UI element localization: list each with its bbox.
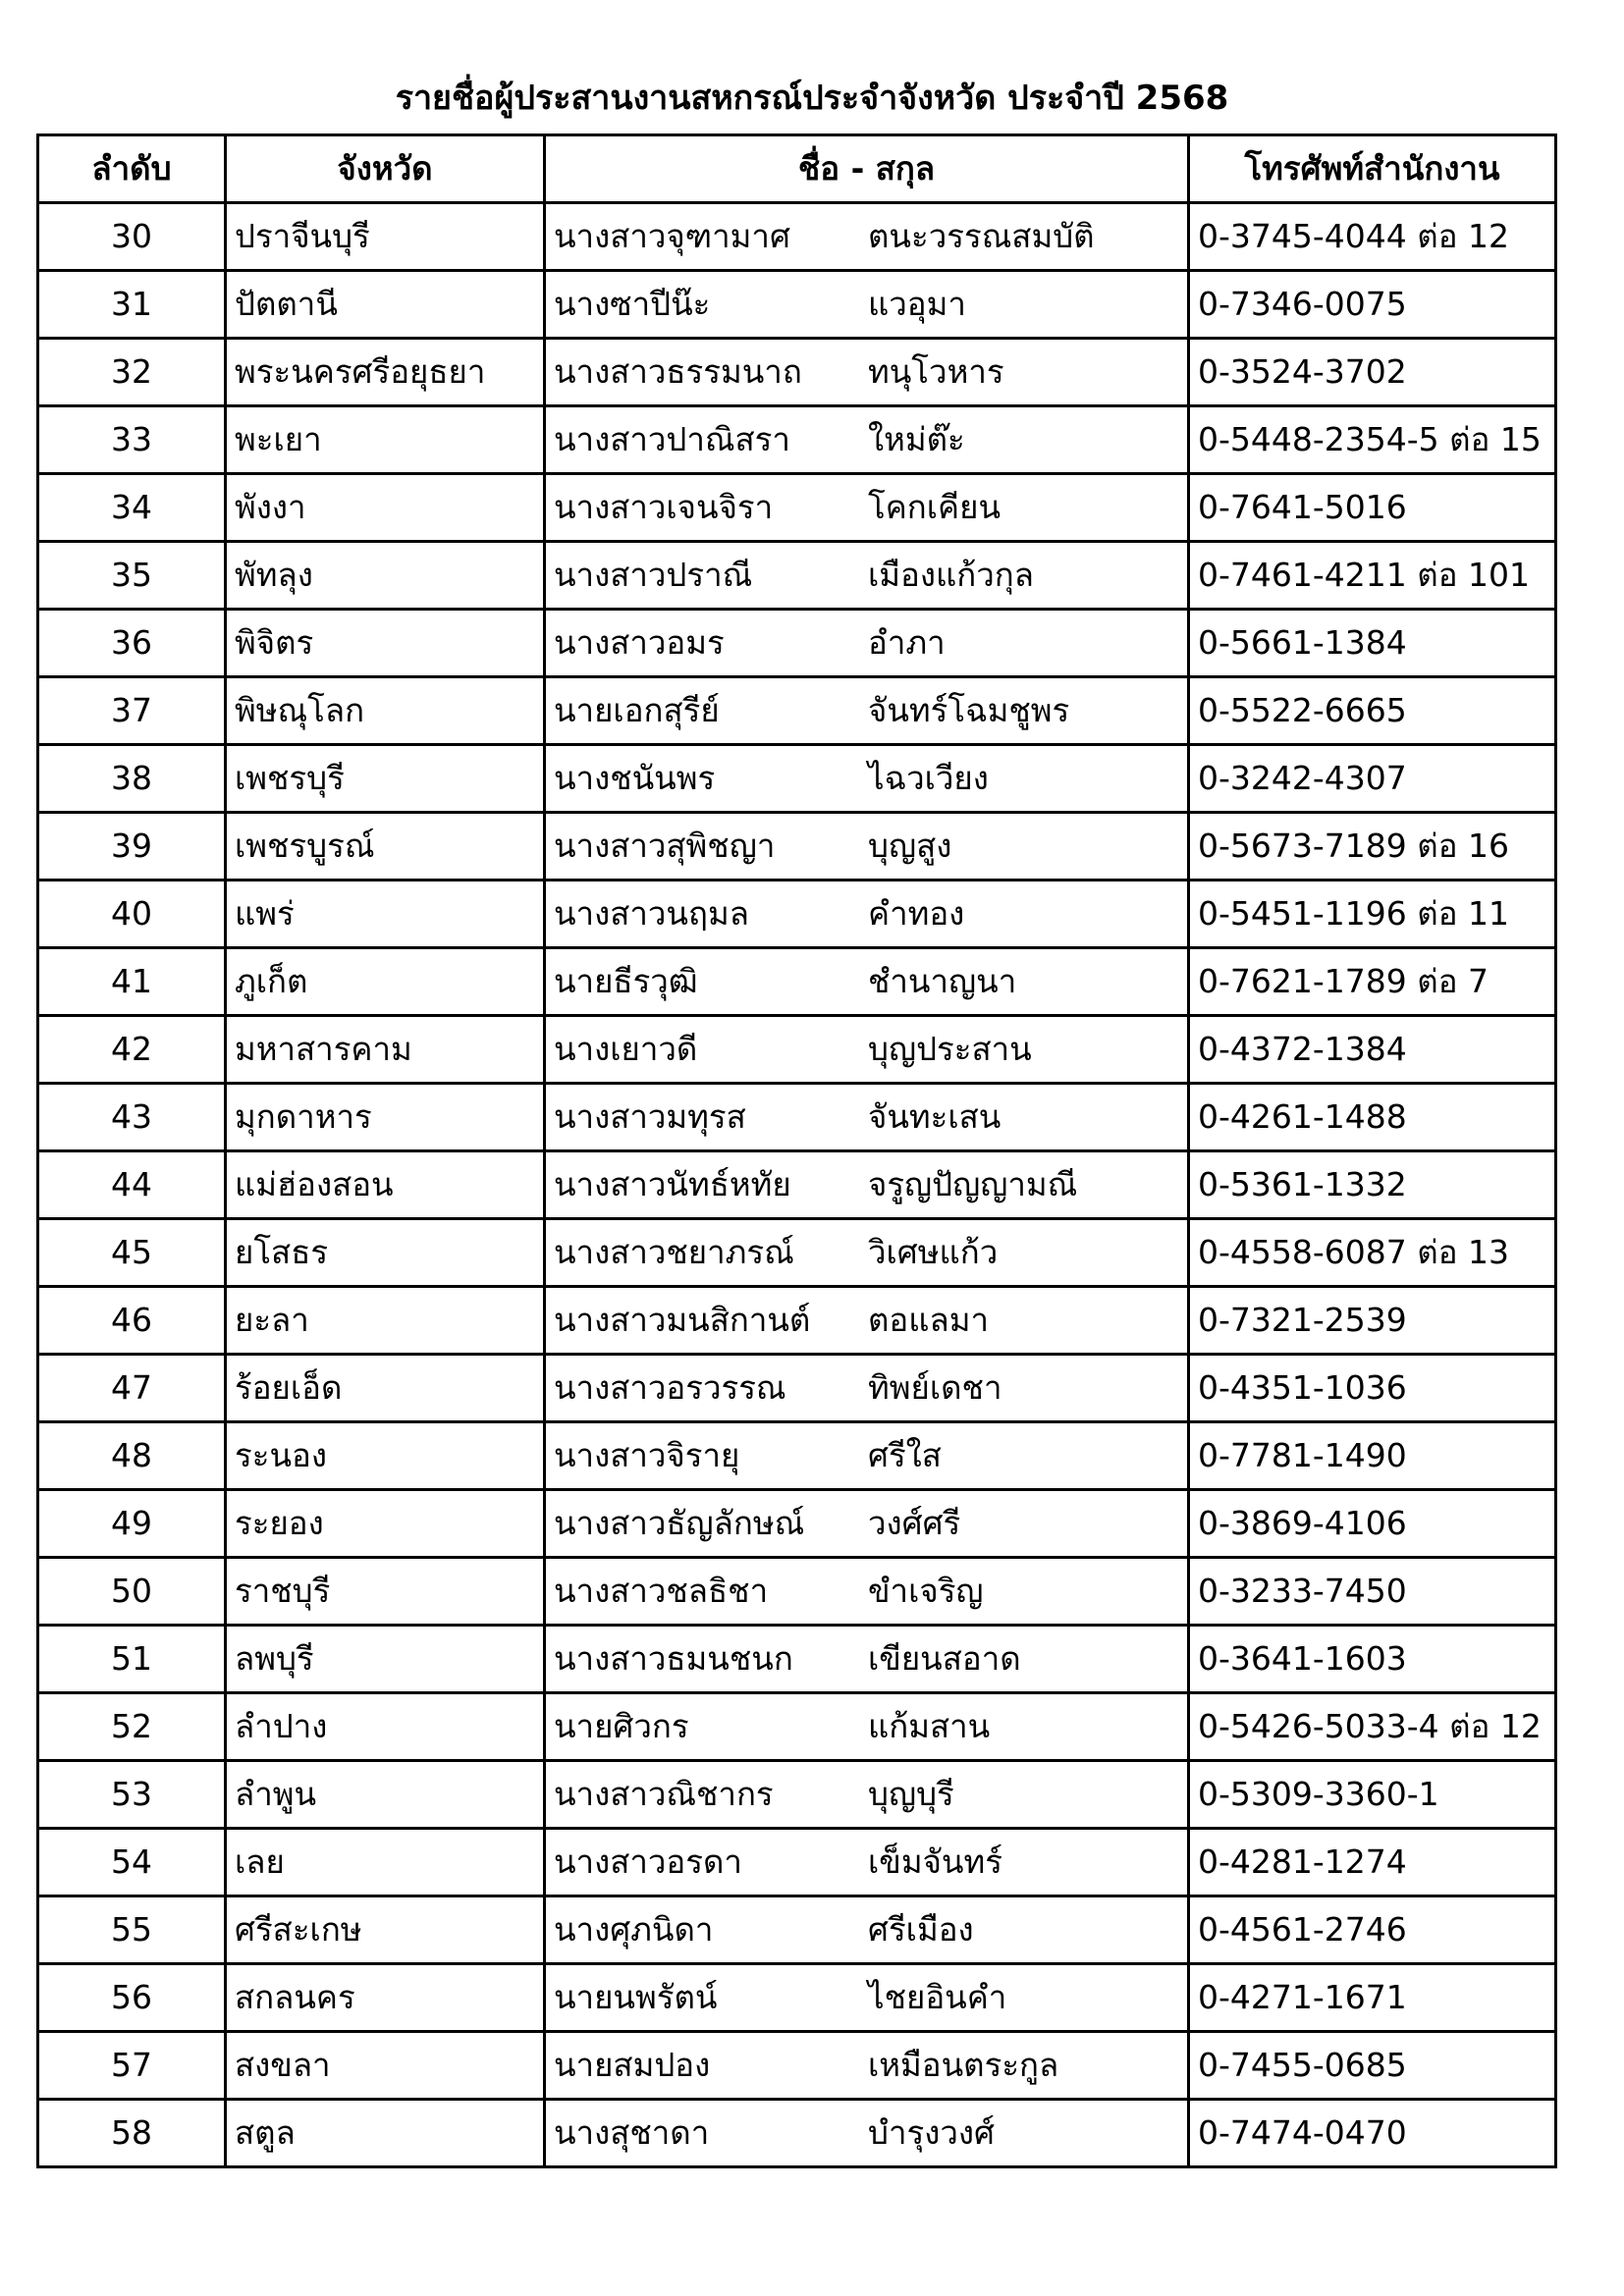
row-number: 37 xyxy=(38,677,226,745)
surname: อำภา xyxy=(868,623,946,662)
surname: ตอแลมา xyxy=(868,1301,990,1339)
given-name: นางสาวธมนชนก xyxy=(554,1639,793,1678)
phone-cell: 0-4261-1488 xyxy=(1189,1084,1556,1151)
table-row xyxy=(38,1016,1556,1084)
given-name: นางสาวชยาภรณ์ xyxy=(554,1233,794,1271)
table-row xyxy=(38,1558,1556,1626)
surname: ชำนาญนา xyxy=(868,962,1017,1000)
given-name: นางสาวนฤมล xyxy=(554,894,749,933)
province-cell: สตูล xyxy=(226,2100,545,2167)
row-number: 34 xyxy=(38,474,226,542)
province-cell: ลำปาง xyxy=(226,1693,545,1761)
table-row xyxy=(38,948,1556,1016)
table-row xyxy=(38,271,1556,339)
row-number: 50 xyxy=(38,1558,226,1626)
surname: วิเศษแก้ว xyxy=(868,1233,999,1271)
table-row xyxy=(38,339,1556,406)
name-cell xyxy=(545,1219,1189,1287)
given-name: นางศุภนิดา xyxy=(554,1910,714,1949)
surname: เขียนสอาด xyxy=(868,1639,1021,1678)
name-cell xyxy=(545,881,1189,948)
phone-cell: 0-7641-5016 xyxy=(1189,474,1556,542)
surname: บุญบุรี xyxy=(868,1775,954,1813)
name-cell xyxy=(545,339,1189,406)
name-cell xyxy=(545,542,1189,610)
table-row xyxy=(38,1761,1556,1829)
given-name: นางสาวปาณิสรา xyxy=(554,420,790,458)
name-cell xyxy=(545,1964,1189,2032)
phone-cell: 0-4372-1384 xyxy=(1189,1016,1556,1084)
province-cell: เลย xyxy=(226,1829,545,1896)
name-cell xyxy=(545,1558,1189,1626)
row-number: 52 xyxy=(38,1693,226,1761)
table-row xyxy=(38,1896,1556,1964)
table-row xyxy=(38,610,1556,677)
province-cell: มุกดาหาร xyxy=(226,1084,545,1151)
name-cell xyxy=(545,1761,1189,1829)
surname: ทนุโวหาร xyxy=(868,352,1004,391)
given-name: นางสาวจุฑามาศ xyxy=(554,217,790,255)
phone-cell: 0-7781-1490 xyxy=(1189,1422,1556,1490)
phone-cell: 0-7455-0685 xyxy=(1189,2032,1556,2100)
phone-cell: 0-7461-4211 ต่อ 101 xyxy=(1189,542,1556,610)
row-number: 43 xyxy=(38,1084,226,1151)
row-number: 51 xyxy=(38,1626,226,1693)
name-cell xyxy=(545,1490,1189,1558)
name-cell xyxy=(545,1896,1189,1964)
table-row xyxy=(38,1084,1556,1151)
table-row xyxy=(38,1422,1556,1490)
phone-cell: 0-5451-1196 ต่อ 11 xyxy=(1189,881,1556,948)
phone-cell: 0-5661-1384 xyxy=(1189,610,1556,677)
phone-cell: 0-5673-7189 ต่อ 16 xyxy=(1189,813,1556,881)
province-cell: ปราจีนบุรี xyxy=(226,203,545,271)
table-row xyxy=(38,1355,1556,1422)
row-number: 35 xyxy=(38,542,226,610)
name-cell xyxy=(545,1626,1189,1693)
phone-cell: 0-3745-4044 ต่อ 12 xyxy=(1189,203,1556,271)
given-name: นางซาปีน๊ะ xyxy=(554,285,711,323)
phone-cell: 0-3524-3702 xyxy=(1189,339,1556,406)
row-number: 53 xyxy=(38,1761,226,1829)
row-number: 58 xyxy=(38,2100,226,2167)
surname: ใหม่ต๊ะ xyxy=(868,420,965,458)
given-name: นายศิวกร xyxy=(554,1707,689,1745)
surname: วงศ์ศรี xyxy=(868,1504,961,1542)
province-cell: ร้อยเอ็ด xyxy=(226,1355,545,1422)
province-cell: สงขลา xyxy=(226,2032,545,2100)
province-cell: ยะลา xyxy=(226,1287,545,1355)
phone-cell: 0-7346-0075 xyxy=(1189,271,1556,339)
phone-cell: 0-3242-4307 xyxy=(1189,745,1556,813)
phone-cell: 0-5522-6665 xyxy=(1189,677,1556,745)
row-number: 55 xyxy=(38,1896,226,1964)
row-number: 42 xyxy=(38,1016,226,1084)
phone-cell: 0-4281-1274 xyxy=(1189,1829,1556,1896)
province-cell: พะเยา xyxy=(226,406,545,474)
name-cell xyxy=(545,1287,1189,1355)
name-cell xyxy=(545,1151,1189,1219)
given-name: นางสาวสุพิชญา xyxy=(554,827,776,865)
province-cell: เพชรบุรี xyxy=(226,745,545,813)
name-cell xyxy=(545,677,1189,745)
row-number: 54 xyxy=(38,1829,226,1896)
surname: บำรุงวงศ์ xyxy=(868,2113,995,2152)
row-number: 32 xyxy=(38,339,226,406)
surname: ตนะวรรณสมบัติ xyxy=(868,217,1095,255)
row-number: 48 xyxy=(38,1422,226,1490)
surname: เหมือนตระกูล xyxy=(868,2046,1059,2084)
phone-cell: 0-5309-3360-1 xyxy=(1189,1761,1556,1829)
row-number: 36 xyxy=(38,610,226,677)
table-row xyxy=(38,2100,1556,2167)
phone-cell: 0-5361-1332 xyxy=(1189,1151,1556,1219)
row-number: 45 xyxy=(38,1219,226,1287)
province-cell: มหาสารคาม xyxy=(226,1016,545,1084)
phone-cell: 0-4558-6087 ต่อ 13 xyxy=(1189,1219,1556,1287)
surname: บุญประสาน xyxy=(868,1030,1032,1068)
name-cell xyxy=(545,203,1189,271)
name-cell xyxy=(545,1016,1189,1084)
province-cell: พัทลุง xyxy=(226,542,545,610)
province-cell: ราชบุรี xyxy=(226,1558,545,1626)
phone-cell: 0-7321-2539 xyxy=(1189,1287,1556,1355)
phone-cell: 0-4351-1036 xyxy=(1189,1355,1556,1422)
table-row xyxy=(38,1219,1556,1287)
given-name: นายเอกสุรีย์ xyxy=(554,691,720,729)
name-cell xyxy=(545,1084,1189,1151)
province-cell: พิษณุโลก xyxy=(226,677,545,745)
given-name: นางสาวมทุรส xyxy=(554,1097,746,1136)
name-cell xyxy=(545,745,1189,813)
page-title: รายชื่อผู้ประสานงานสหกรณ์ประจำจังหวัด ประจำปี 2568 xyxy=(395,79,1229,118)
surname: แวอุมา xyxy=(868,285,966,323)
table-row xyxy=(38,2032,1556,2100)
table-row xyxy=(38,203,1556,271)
surname: ไฉวเวียง xyxy=(868,759,989,797)
phone-cell: 0-5448-2354-5 ต่อ 15 xyxy=(1189,406,1556,474)
name-cell xyxy=(545,271,1189,339)
province-cell: แพร่ xyxy=(226,881,545,948)
phone-cell: 0-3869-4106 xyxy=(1189,1490,1556,1558)
name-cell xyxy=(545,610,1189,677)
province-cell: พิจิตร xyxy=(226,610,545,677)
province-cell: ศรีสะเกษ xyxy=(226,1896,545,1964)
surname: ขำเจริญ xyxy=(868,1572,984,1610)
table-body xyxy=(38,203,1556,2167)
surname: ศรีใส xyxy=(868,1436,942,1474)
table-row xyxy=(38,1829,1556,1896)
surname: บุญสูง xyxy=(868,827,952,865)
table-row xyxy=(38,474,1556,542)
name-cell xyxy=(545,2032,1189,2100)
surname: ศรีเมือง xyxy=(868,1910,974,1949)
table-row xyxy=(38,1626,1556,1693)
name-cell xyxy=(545,813,1189,881)
given-name: นายนพรัตน์ xyxy=(554,1978,718,2016)
given-name: นางสุชาดา xyxy=(554,2113,710,2152)
row-number: 47 xyxy=(38,1355,226,1422)
header-phone: โทรศัพท์สำนักงาน xyxy=(1189,135,1556,203)
row-number: 49 xyxy=(38,1490,226,1558)
name-cell xyxy=(545,1422,1189,1490)
given-name: นางสาวนัทธ์หทัย xyxy=(554,1165,791,1203)
surname: โคกเคียน xyxy=(868,488,1001,526)
surname: เมืองแก้วกุล xyxy=(868,556,1034,594)
table-row xyxy=(38,1490,1556,1558)
header-no: ลำดับ xyxy=(38,135,226,203)
phone-cell: 0-7621-1789 ต่อ 7 xyxy=(1189,948,1556,1016)
row-number: 44 xyxy=(38,1151,226,1219)
given-name: นางสาวจิรายุ xyxy=(554,1436,740,1474)
phone-cell: 0-4561-2746 xyxy=(1189,1896,1556,1964)
phone-cell: 0-4271-1671 xyxy=(1189,1964,1556,2032)
coordinator-table xyxy=(36,133,1557,2168)
name-cell xyxy=(545,1693,1189,1761)
given-name: นางสาวชลธิชา xyxy=(554,1572,769,1610)
table-row xyxy=(38,1693,1556,1761)
province-cell: แม่ฮ่องสอน xyxy=(226,1151,545,1219)
province-cell: สกลนคร xyxy=(226,1964,545,2032)
row-number: 39 xyxy=(38,813,226,881)
province-cell: ลพบุรี xyxy=(226,1626,545,1693)
table-row xyxy=(38,1151,1556,1219)
surname: จันทร์โฉมชูพร xyxy=(868,691,1070,729)
row-number: 38 xyxy=(38,745,226,813)
given-name: นางเยาวดี xyxy=(554,1030,698,1068)
given-name: นางสาวเจนจิรา xyxy=(554,488,774,526)
table-row xyxy=(38,1964,1556,2032)
name-cell xyxy=(545,474,1189,542)
surname: แก้มสาน xyxy=(868,1707,991,1745)
name-cell xyxy=(545,948,1189,1016)
table-row xyxy=(38,677,1556,745)
phone-cell: 0-5426-5033-4 ต่อ 12 xyxy=(1189,1693,1556,1761)
surname: ทิพย์เดชา xyxy=(868,1368,1002,1407)
surname: เข็มจันทร์ xyxy=(868,1842,1002,1881)
table-row xyxy=(38,745,1556,813)
phone-cell: 0-3233-7450 xyxy=(1189,1558,1556,1626)
given-name: นางชนันพร xyxy=(554,759,716,797)
province-cell: ภูเก็ต xyxy=(226,948,545,1016)
given-name: นางสาวอรดา xyxy=(554,1842,742,1881)
given-name: นางสาวอมร xyxy=(554,623,725,662)
phone-cell: 0-7474-0470 xyxy=(1189,2100,1556,2167)
row-number: 57 xyxy=(38,2032,226,2100)
row-number: 31 xyxy=(38,271,226,339)
province-cell: พังงา xyxy=(226,474,545,542)
phone-cell: 0-3641-1603 xyxy=(1189,1626,1556,1693)
given-name: นายธีรวุฒิ xyxy=(554,962,698,1000)
table-header-row xyxy=(38,135,1556,203)
table-row xyxy=(38,406,1556,474)
name-cell xyxy=(545,406,1189,474)
table-row xyxy=(38,881,1556,948)
row-number: 56 xyxy=(38,1964,226,2032)
province-cell: ระนอง xyxy=(226,1422,545,1490)
given-name: นายสมปอง xyxy=(554,2046,711,2084)
province-cell: เพชรบูรณ์ xyxy=(226,813,545,881)
province-cell: พระนครศรีอยุธยา xyxy=(226,339,545,406)
given-name: นางสาวปราณี xyxy=(554,556,753,594)
surname: จันทะเสน xyxy=(868,1097,1001,1136)
given-name: นางสาวมนสิกานต์ xyxy=(554,1301,811,1339)
province-cell: ลำพูน xyxy=(226,1761,545,1829)
row-number: 41 xyxy=(38,948,226,1016)
province-cell: ปัตตานี xyxy=(226,271,545,339)
header-name: ชื่อ - สกุล xyxy=(545,135,1189,203)
surname: คำทอง xyxy=(868,894,965,933)
header-province: จังหวัด xyxy=(226,135,545,203)
row-number: 46 xyxy=(38,1287,226,1355)
province-cell: ยโสธร xyxy=(226,1219,545,1287)
row-number: 30 xyxy=(38,203,226,271)
surname: ไชยอินคำ xyxy=(868,1978,1007,2016)
given-name: นางสาวธรรมนาถ xyxy=(554,352,802,391)
province-cell: ระยอง xyxy=(226,1490,545,1558)
given-name: นางสาวธัญลักษณ์ xyxy=(554,1504,805,1542)
table-row xyxy=(38,542,1556,610)
given-name: นางสาวณิชากร xyxy=(554,1775,774,1813)
name-cell xyxy=(545,1829,1189,1896)
given-name: นางสาวอรวรรณ xyxy=(554,1368,786,1407)
table-row xyxy=(38,1287,1556,1355)
name-cell xyxy=(545,1355,1189,1422)
name-cell xyxy=(545,2100,1189,2167)
row-number: 40 xyxy=(38,881,226,948)
surname: จรูญปัญญามณี xyxy=(868,1165,1078,1203)
table-row xyxy=(38,813,1556,881)
row-number: 33 xyxy=(38,406,226,474)
